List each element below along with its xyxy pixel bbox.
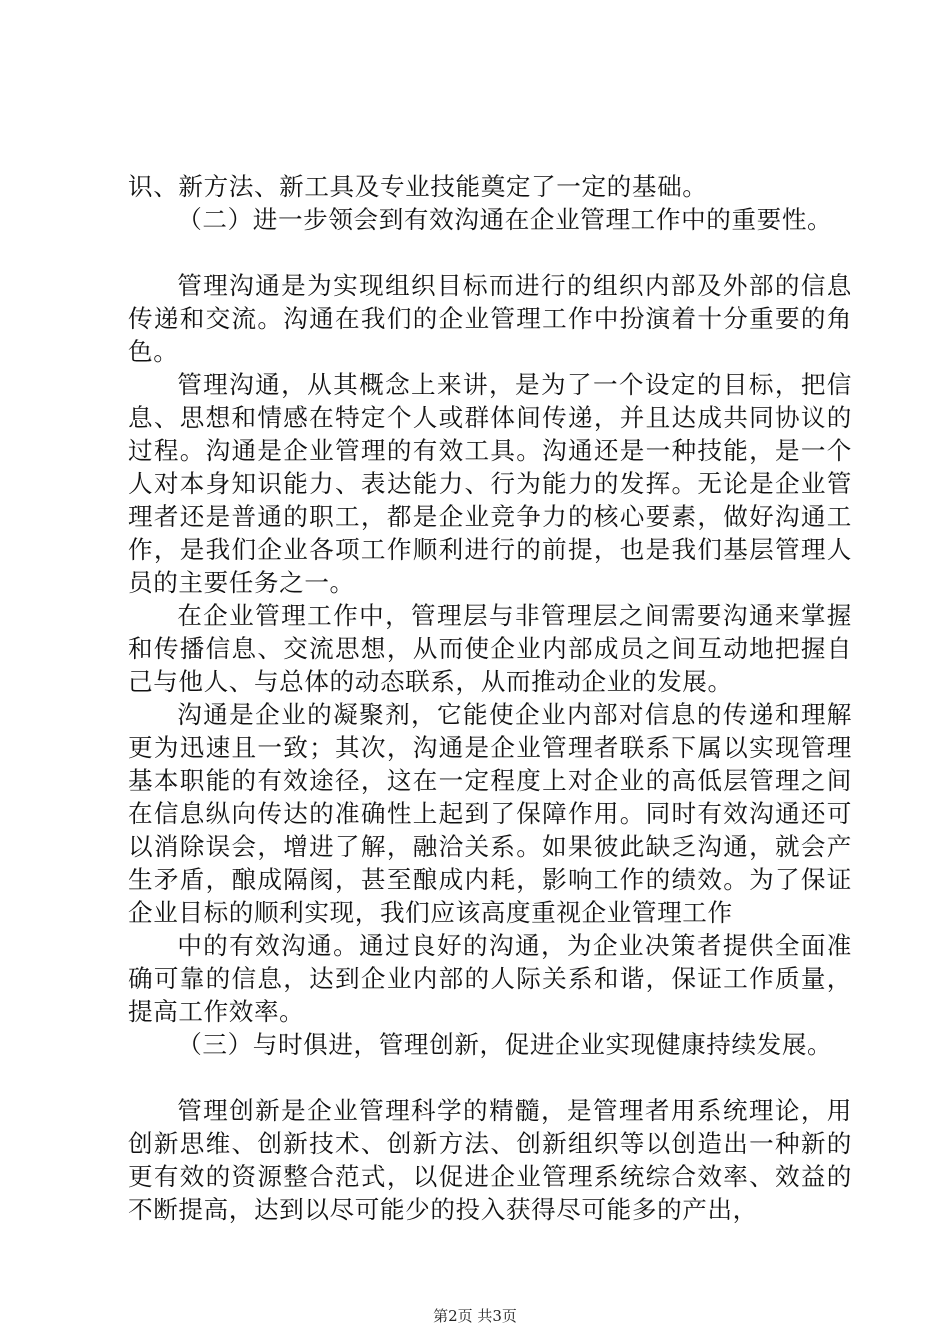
document-body — [128, 170, 852, 1226]
paragraph: 管理创新是企业管理科学的精髓，是管理者用系统理论，用创新思维、创新技术、创新方法、创新组织等以创造出一种新的更有效的资源整合范式，以促进企业管理系统综合效率、效益的不断提高，达到以尽可能少的投入获得尽可能多的产出， — [128, 1096, 852, 1224]
paragraph-continuation: 识、新方法、新工具及专业技能奠定了一定的基础。 — [128, 172, 708, 201]
paragraph: 中的有效沟通。通过良好的沟通，为企业决策者提供全面准确可靠的信息，达到企业内部的人际关系和谐，保证工作质量，提高工作效率。 — [128, 931, 852, 1026]
section-heading-3: （三）与时俱进，管理创新，促进企业实现健康持续发展。 — [177, 1030, 833, 1059]
paragraph: 沟通是企业的凝聚剂，它能使企业内部对信息的传递和理解更为迅速且一致；其次，沟通是企业管理者联系下属以实现管理基本职能的有效途径，这在一定程度上对企业的高低层管理之间在信息纵向传达的准确性上起到了保障作用。同时有效沟通还可以消除误会，增进了解，融洽关系。如果彼此缺乏沟通，就会产生矛盾，酿成隔阂，甚至酿成内耗，影响工作的绩效。为了保证企业目标的顺利实现，我们应该高度重视企业管理工作 — [128, 700, 852, 927]
section-heading-2: （二）进一步领会到有效沟通在企业管理工作中的重要性。 — [177, 205, 833, 234]
paragraph: 管理沟通，从其概念上来讲，是为了一个设定的目标，把信息、思想和情感在特定个人或群体间传递，并且达成共同协议的过程。沟通是企业管理的有效工具。沟通还是一种技能，是一个人对本身知识能力、表达能力、行为能力的发挥。无论是企业管理者还是普通的职工，都是企业竞争力的核心要素，做好沟通工作，是我们企业各项工作顺利进行的前提，也是我们基层管理人员的主要任务之一。 — [128, 370, 852, 597]
paragraph: 在企业管理工作中，管理层与非管理层之间需要沟通来掌握和传播信息、交流思想，从而使企业内部成员之间互动地把握自己与他人、与总体的动态联系，从而推动企业的发展。 — [128, 601, 852, 696]
paragraph: 管理沟通是为实现组织目标而进行的组织内部及外部的信息传递和交流。沟通在我们的企业管理工作中扮演着十分重要的角色。 — [128, 271, 852, 366]
page-number-footer: 第2页 共3页 — [433, 1307, 517, 1325]
